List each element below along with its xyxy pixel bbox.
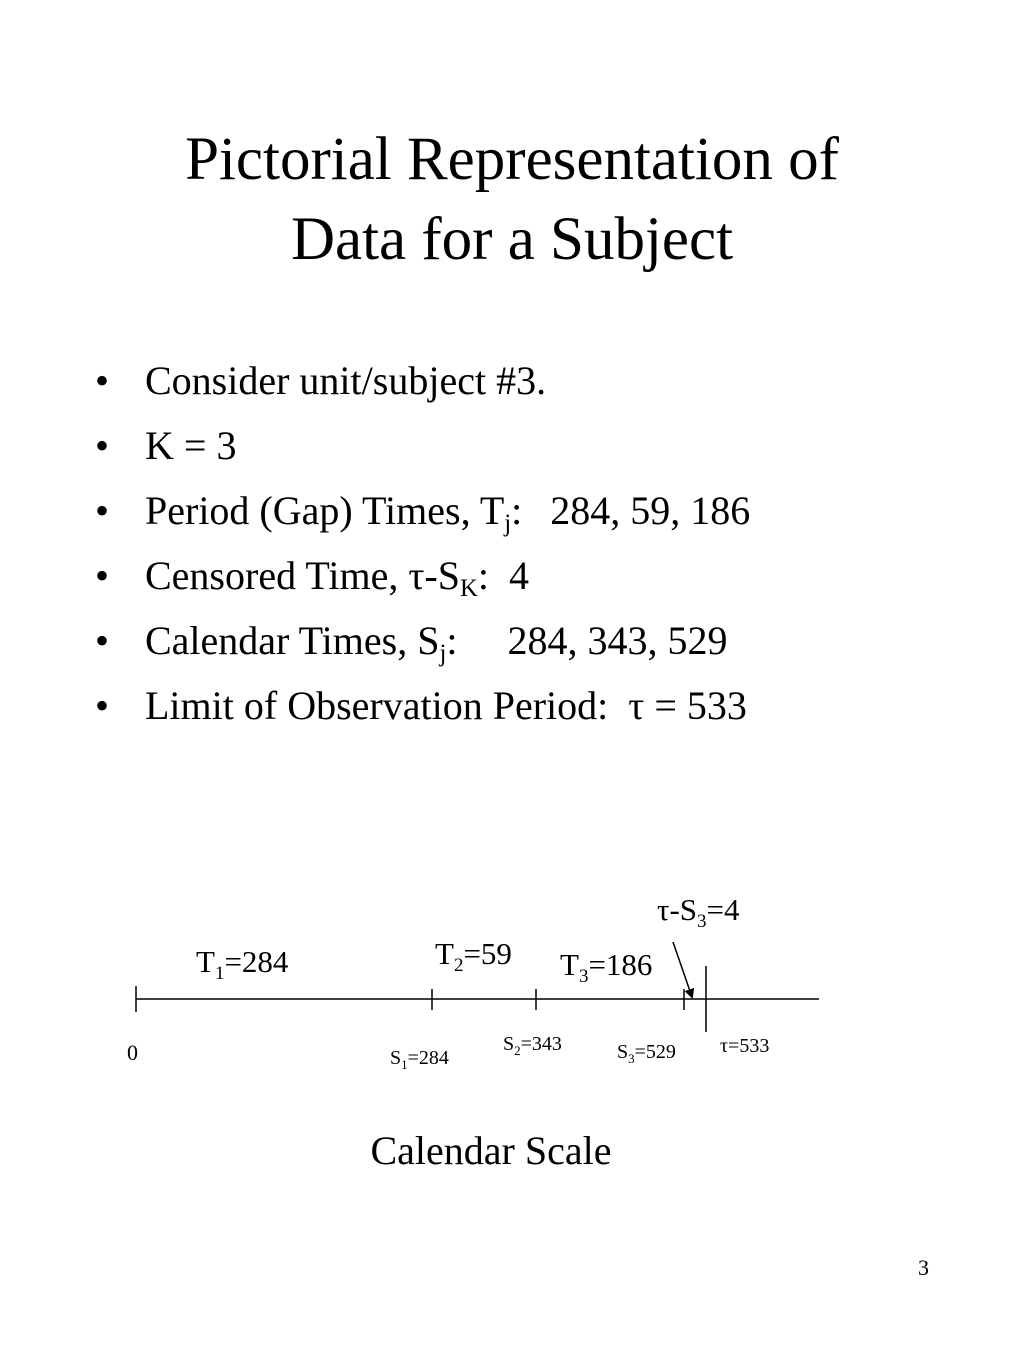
censor-arrow [673,942,692,997]
tick-label-s1: $S_1=284$ [390,1047,449,1072]
bullet-subscript: K [460,574,478,602]
calendar-timeline [0,880,1024,1080]
tick-label-s3: $S_3=529$ [617,1041,676,1066]
bullet-item [95,608,750,673]
bullet-colon: : [511,488,523,533]
bullet-label: Period (Gap) Times, T [145,488,505,533]
origin-label: 0 [127,1040,138,1065]
bullet-subscript: j [439,639,447,667]
bullet-text: Consider unit/subject #3. [145,358,547,403]
bullet-marker: • [95,488,110,533]
bullet-item [95,348,750,413]
bullet-colon: : [477,553,490,598]
axis-caption: Calendar Scale [370,1128,612,1173]
bullet-marker: • [95,618,110,663]
bullet-item [95,478,750,543]
censor-label: $\tau-S_3=4$ [657,892,740,932]
bullet-item [95,543,750,608]
bullet-label: Censored Time, τ-S [145,553,460,598]
title-line-1: Pictorial Representation of [185,126,839,193]
page-number: 3 [918,1255,929,1280]
bullet-marker: • [95,358,110,403]
tick-label-s2: $S_2=343$ [503,1033,562,1058]
bullet-subscript: j [504,509,512,537]
bullet-colon: : [446,618,458,663]
bullet-marker: • [95,423,110,468]
bullet-label: Limit of Observation Period: [145,683,609,728]
bullet-marker: • [95,553,110,598]
bullet-marker: • [95,683,110,728]
bullet-value: 4 [509,553,530,598]
bullet-list [95,348,750,738]
bullet-value: 284, 343, 529 [507,618,728,663]
tau-label: τ=533 [720,1035,770,1057]
bullet-item [95,413,750,478]
bullet-label: Calendar Times, S [145,618,440,663]
title-line-2: Data for a Subject [290,206,734,273]
bullet-item [95,673,750,738]
slide-title [0,120,1024,280]
period-label-t1: $T_1=284$ [196,944,289,984]
bullet-value: τ = 533 [628,683,747,728]
bullet-text: K = 3 [145,423,237,468]
period-label-t2: $T_2=59$ [435,936,512,976]
bullet-value: 284, 59, 186 [550,488,751,533]
period-label-t3: $T_3=186$ [560,947,653,987]
